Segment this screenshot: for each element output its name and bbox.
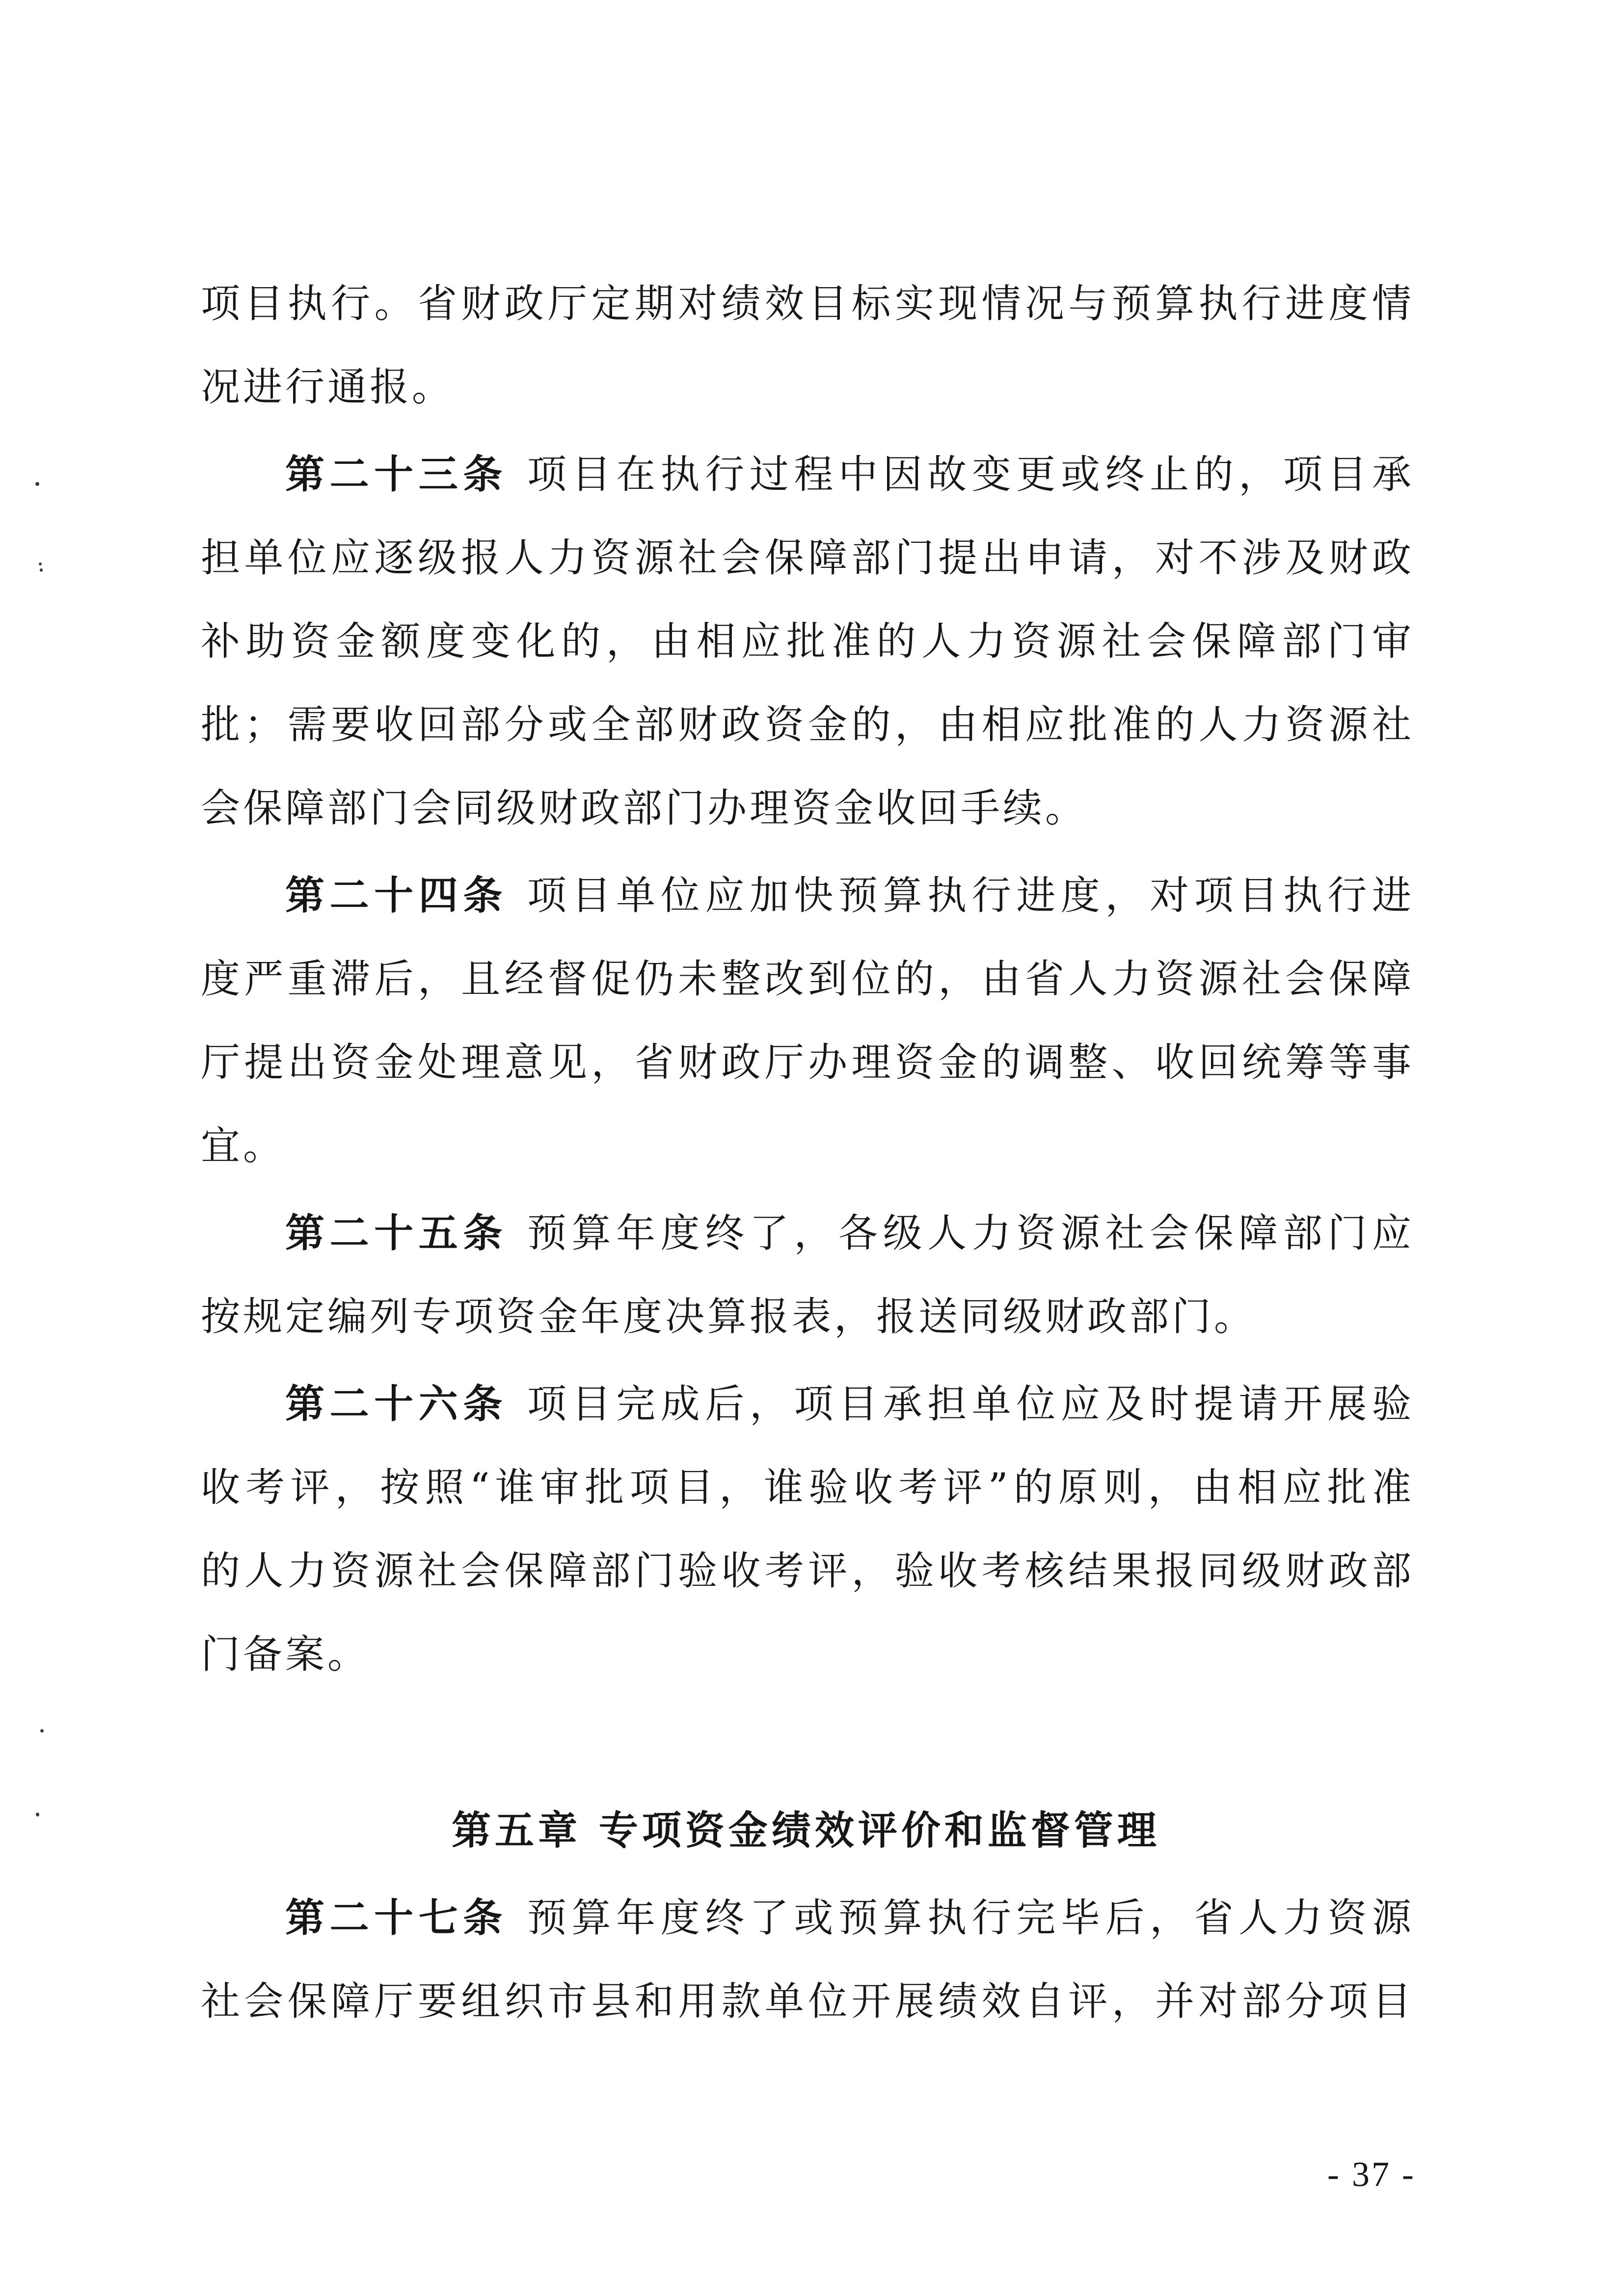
text-line [201,433,1411,516]
text-line: 宜。 [201,1123,285,1169]
article-label: 第二十三条 [285,452,508,497]
text-line [201,1876,1411,1960]
text-line: 社会保障厅要组织市县和用款单位开展绩效自评，并对部分项目 [201,1978,1411,2024]
line-text: 项目在执行过程中因故变更或终止的，项目承 [527,452,1411,497]
text-line: 的人力资源社会保障部门验收考评，验收考核结果报同级财政部 [201,1548,1411,1594]
article-paragraph [201,433,1411,850]
line-text: 预算年度终了，各级人力资源社会保障部门应 [527,1210,1411,1256]
text-line: 项目执行。省财政厅定期对绩效目标实现情况与预算执行进度情 [201,281,1411,326]
text-line: 门备案。 [201,1631,370,1677]
text-line: 批；需要收回部分或全部财政资金的，由相应批准的人力资源社 [201,702,1411,748]
article-paragraph [201,1362,1411,1696]
text-line: 厅提出资金处理意见，省财政厅办理资金的调整、收回统筹等事 [201,1040,1411,1085]
line-text: 预算年度终了或预算执行完毕后，省人力资源 [527,1895,1411,1941]
article-label: 第二十五条 [285,1210,508,1256]
text-line [201,1192,1411,1275]
text-line [201,854,1411,937]
line-text: 项目完成后，项目承担单位应及时提请开展验 [527,1381,1411,1427]
text-line: 度严重滞后，且经督促仍未整改到位的，由省人力资源社会保障 [201,956,1411,1002]
paragraph [201,262,1411,429]
text-line: 担单位应逐级报人力资源社会保障部门提出申请，对不涉及财政 [201,535,1411,581]
article-paragraph [201,854,1411,1188]
article-label: 第二十四条 [285,873,508,918]
line-text: 项目单位应加快预算执行进度，对项目执行进 [527,873,1411,918]
scan-speck [40,568,43,572]
article-label: 第二十六条 [285,1381,508,1427]
scan-speck [35,482,39,486]
scan-speck [39,562,42,565]
article-paragraph [201,1876,1411,2043]
text-line: 会保障部门会同级财政部门办理资金收回手续。 [201,785,1087,831]
document-body [201,262,1411,2047]
chapter-heading: 第五章 专项资金绩效评价和监督管理 [452,1808,1160,1853]
text-line: 况进行通报。 [201,364,454,410]
article-label: 第二十七条 [285,1895,508,1941]
text-line: 按规定编列专项资金年度决算报表，报送同级财政部门。 [201,1294,1256,1339]
text-line: 补助资金额度变化的，由相应批准的人力资源社会保障部门审 [201,618,1411,664]
article-paragraph [201,1192,1411,1359]
text-line [201,1362,1411,1446]
page-number: - 37 - [1327,2155,1416,2194]
scan-speck [40,1729,44,1733]
text-line: 收考评，按照“谁审批项目，谁验收考评”的原则，由相应批准 [201,1465,1411,1510]
scan-speck [36,1813,39,1816]
